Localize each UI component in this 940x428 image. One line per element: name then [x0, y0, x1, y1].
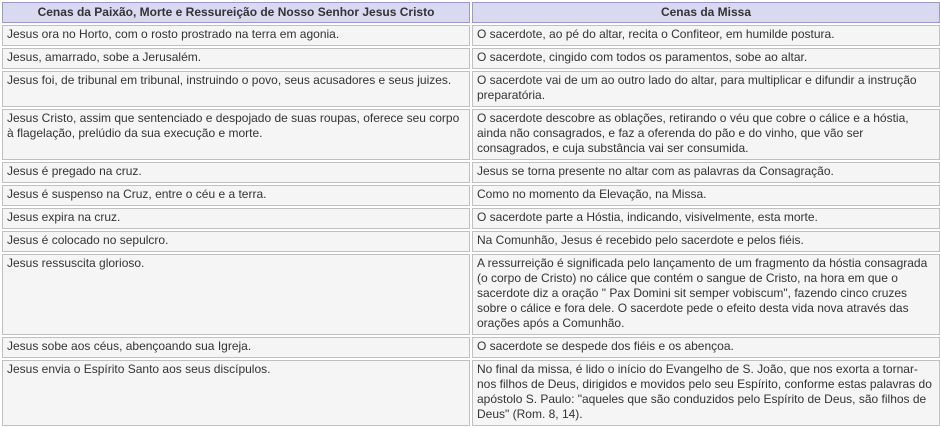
table-row — [2, 109, 940, 160]
table-row — [2, 25, 940, 46]
missa-cell: O sacerdote descobre as oblações, retirando o véu que cobre o cálice e a hóstia, ainda não consagrados, e faz a oferenda do pão e do vinho, que vão ser consagrados, e cuja substância vai ser consumida. — [472, 109, 940, 160]
table-row — [2, 162, 940, 183]
paixao-cell: Jesus Cristo, assim que sentenciado e despojado de suas roupas, oferece seu corpo à flagelação, prelúdio da sua execução e morte. — [2, 109, 470, 160]
missa-cell: O sacerdote, ao pé do altar, recita o Confiteor, em humilde postura. — [472, 25, 940, 46]
paixao-cell: Jesus é suspenso na Cruz, entre o céu e a terra. — [2, 185, 470, 206]
paixao-cell: Jesus ressuscita glorioso. — [2, 254, 470, 335]
missa-cell: O sacerdote vai de um ao outro lado do altar, para multiplicar e difundir a instrução preparatória. — [472, 71, 940, 107]
table-row — [2, 71, 940, 107]
missa-cell: Como no momento da Elevação, na Missa. — [472, 185, 940, 206]
paixao-cell: Jesus, amarrado, sobe a Jerusalém. — [2, 48, 470, 69]
header-paixao: Cenas da Paixão, Morte e Ressureição de Nosso Senhor Jesus Cristo — [2, 2, 470, 23]
paixao-cell: Jesus é pregado na cruz. — [2, 162, 470, 183]
table-row — [2, 254, 940, 335]
table-row — [2, 360, 940, 426]
header-row — [2, 2, 940, 23]
table-row — [2, 185, 940, 206]
missa-cell: Jesus se torna presente no altar com as palavras da Consagração. — [472, 162, 940, 183]
missa-cell: O sacerdote se despede dos fiéis e os abençoa. — [472, 337, 940, 358]
paixao-cell: Jesus envia o Espírito Santo aos seus discípulos. — [2, 360, 470, 426]
missa-cell: O sacerdote parte a Hóstia, indicando, visivelmente, esta morte. — [472, 208, 940, 229]
table-row — [2, 231, 940, 252]
table-row — [2, 208, 940, 229]
paixao-cell: Jesus sobe aos céus, abençoando sua Igreja. — [2, 337, 470, 358]
table-row — [2, 48, 940, 69]
missa-cell: A ressurreição é significada pelo lançamento de um fragmento da hóstia consagrada (o corpo de Cristo) no cálice que contém o sangue de Cristo, na hora em que o sacerdote diz a oração " Pax Domini sit semper vobiscum", fazendo cinco cruzes sobre o cálice e fora dele. O sacerdote pede o efeito desta vida nova através das orações após a Comunhão. — [472, 254, 940, 335]
paixao-cell: Jesus é colocado no sepulcro. — [2, 231, 470, 252]
paixao-cell: Jesus expira na cruz. — [2, 208, 470, 229]
paixao-cell: Jesus foi, de tribunal em tribunal, instruindo o povo, seus acusadores e seus juizes. — [2, 71, 470, 107]
paixao-cell: Jesus ora no Horto, com o rosto prostrado na terra em agonia. — [2, 25, 470, 46]
missa-cell: Na Comunhão, Jesus é recebido pelo sacerdote e pelos fiéis. — [472, 231, 940, 252]
missa-cell: O sacerdote, cingido com todos os paramentos, sobe ao altar. — [472, 48, 940, 69]
missa-cell: No final da missa, é lido o início do Evangelho de S. João, que nos exorta a tornar-nos filhos de Deus, dirigidos e movidos pelo seu Espírito, conforme estas palavras do apóstolo S. Paulo: "aqueles que são conduzidos pelo Espírito de Deus, são filhos de Deus" (Rom. 8, 14). — [472, 360, 940, 426]
header-missa: Cenas da Missa — [472, 2, 940, 23]
table-row — [2, 337, 940, 358]
